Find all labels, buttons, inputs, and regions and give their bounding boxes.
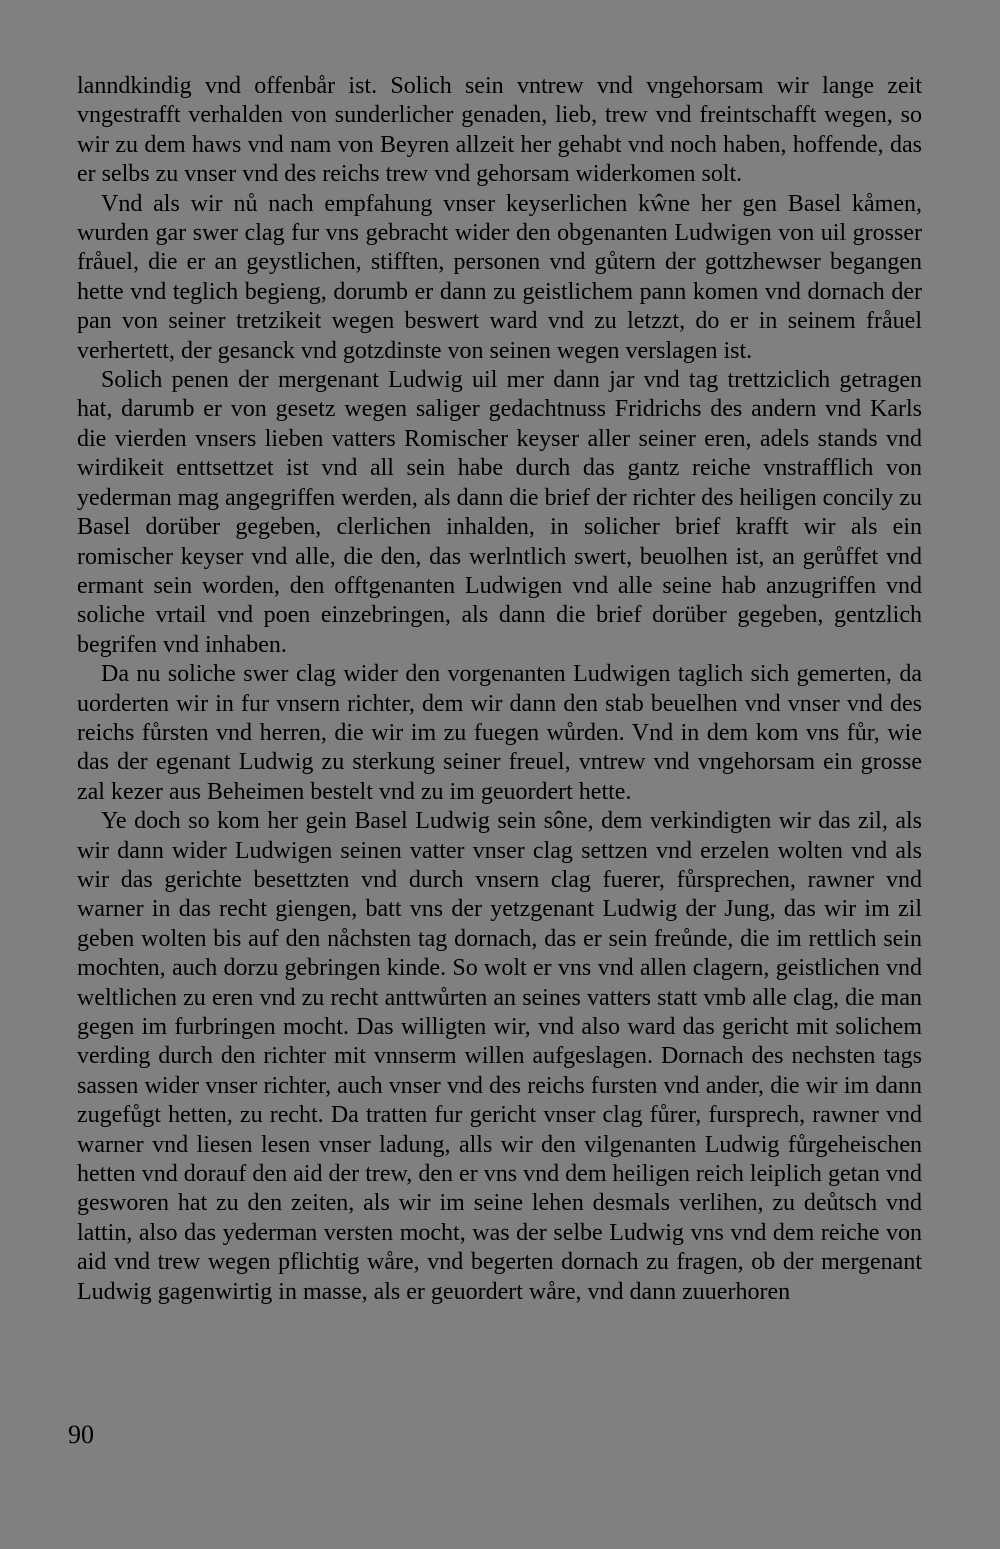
paragraph: Da nu soliche swer clag wider den vorgenanten Ludwigen taglich sich gemerten, da uorderten wir in fur vnsern richter, dem wir dann den stab beuelhen vnd vnser vnd des reichs fůrsten vnd herren, die wir im zu fuegen wůrden. Vnd in dem kom vns fůr, wie das der egenant Ludwig zu sterkung seiner freuel, vntrew vnd vngehorsam ein grosse zal kezer aus Beheimen bestelt vnd zu im geuordert hette. [77, 661, 922, 805]
paragraph: Ye doch so kom her gein Basel Ludwig sein sône, dem verkindigten wir das zil, als wir dann wider Ludwigen seinen vatter vnser clag settzen vnd erzelen wolten vnd als wir das gerichte besettzten vnd durch vnsern clag fuerer, fůrsprechen, rawner vnd warner in das recht giengen, batt vns der yetzgenant Ludwig der Jung, das wir im zil geben wolten bis auf den nåchsten tag dornach, das er sein freůnde, die im rettlich sein mochten, auch dorzu gebringen kinde. So wolt er vns vnd allen clagern, geistlichen vnd weltlichen zu eren vnd zu recht anttwůrten an seines vatters statt vmb alle clag, die man gegen im furbringen mocht. Das willigten wir, vnd also ward das gericht mit solichem verding durch den richter mit vnnserm willen aufgeslagen. Dornach des nechsten tags sassen wider vnser richter, auch vnser vnd des reichs fursten vnd ander, die wir im dann zugefůgt hetten, zu recht. Da tratten fur gericht vnser clag fůrer, fursprech, rawner vnd warner vnd liesen lesen vnser ladung, alls wir den vilgenanten Ludwig fůrgeheischen hetten vnd dorauf den aid der trew, den er vns vnd dem heiligen reich leiplich getan vnd gesworen hat zu den zeiten, als wir im seine lehen desmals verlihen, zu deůtsch vnd lattin, also das yederman versten mocht, was der selbe Ludwig vns vnd dem reiche von aid vnd trew wegen pflichtig wåre, vnd begerten dornach zu fragen, ob der mergenant Ludwig gagenwirtig in masse, als er geuordert wåre, vnd dann zuuerhoren [77, 808, 922, 1305]
paragraph: lanndkindig vnd offenbår ist. Solich sein vntrew vnd vngehorsam wir lange zeit vngestrafft verhalden von sunderlicher genaden, lieb, trew vnd freintschafft wegen, so wir zu dem haws vnd nam von Beyren allzeit her gehabt vnd noch haben, hoffende, das er selbs zu vnser vnd des reichs trew vnd gehorsam widerkomen solt. [77, 73, 922, 188]
page-number: 90 [68, 1420, 94, 1449]
body-text [77, 72, 922, 1307]
paragraph: Solich penen der mergenant Ludwig uil mer dann jar vnd tag trettziclich getragen hat, darumb er von gesetz wegen saliger gedachtnuss Fridrichs des andern vnd Karls die vierden vnsers lieben vatters Romischer keyser aller seiner eren, adels stands vnd wirdikeit enttsettzet ist vnd all sein habe durch das gantz reiche vnstrafflich von yederman mag angegriffen werden, als dann die brief der richter des heiligen concily zu Basel dorüber gegeben, clerlichen inhalden, in solicher brief krafft wir als ein romischer keyser vnd alle, die den, das werlntlich swert, beuolhen ist, an gerůffet vnd ermant sein worden, den offtgenanten Ludwigen vnd alle seine hab anzugriffen vnd soliche vrtail vnd poen einzebringen, als dann die brief dorüber gegeben, gentzlich begrifen vnd inhaben. [77, 367, 922, 658]
paragraph: Vnd als wir nů nach empfahung vnser keyserlichen kŵne her gen Basel kåmen, wurden gar swer clag fur vns gebracht wider den obgenanten Ludwigen von uil grosser fråuel, die er an geystlichen, stifften, personen vnd gůtern der gottzhewser begangen hette vnd teglich begieng, dorumb er dann zu geistlichem pann komen vnd dornach der pan von seiner tretzikeit wegen beswert ward vnd zu letzzt, do er in seinem fråuel verhertett, der gesanck vnd gotzdinste von seinen wegen verslagen ist. [77, 190, 922, 364]
